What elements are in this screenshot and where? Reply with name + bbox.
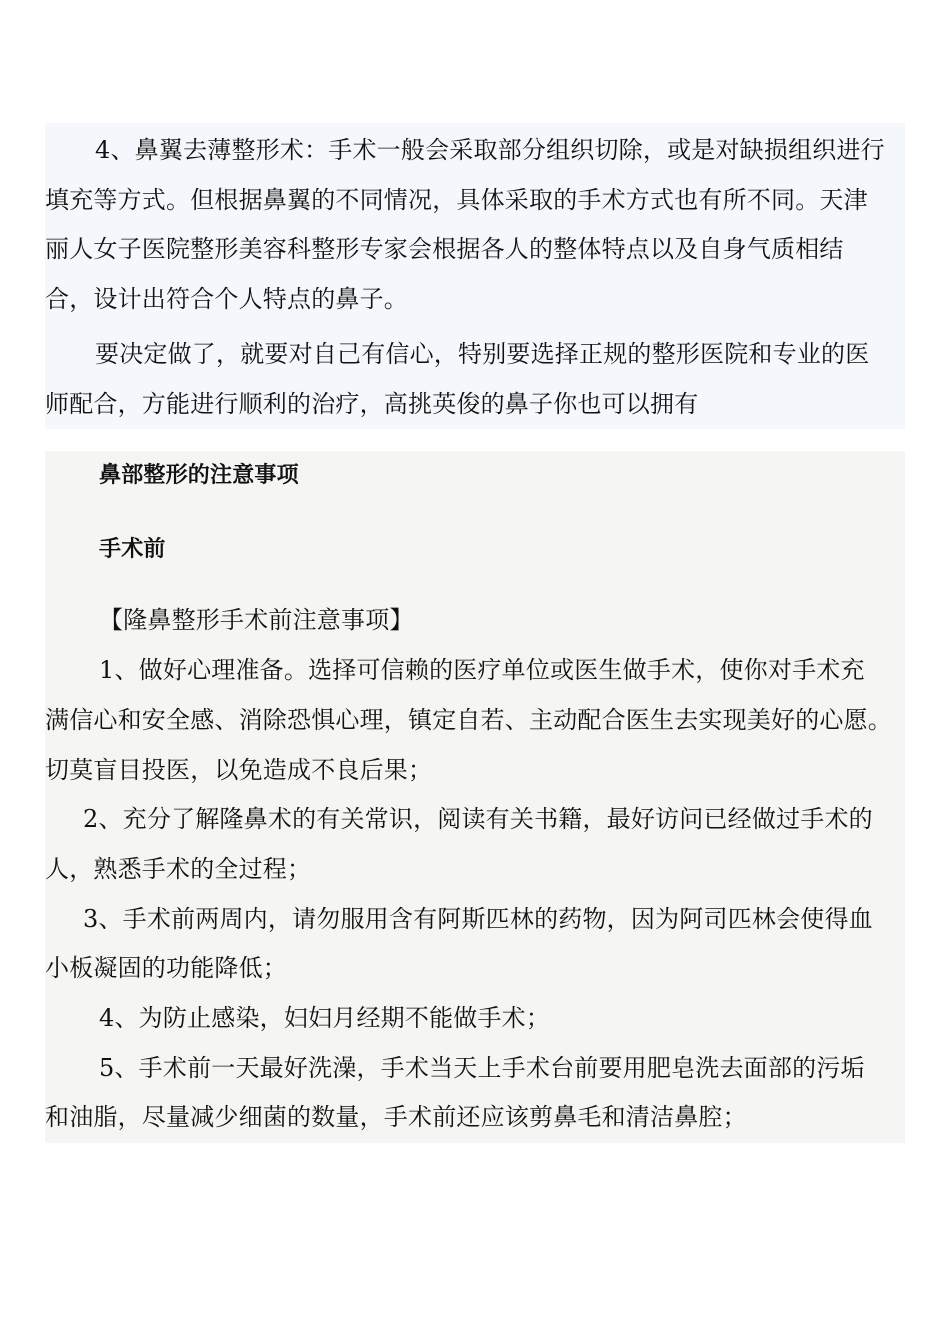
paragraph-line: 4、鼻翼去薄整形术：手术一般会采取部分组织切除，或是对缺损组织进行 [95, 136, 885, 164]
list-item-line: 切莫盲目投医，以免造成不良后果； [45, 756, 433, 784]
list-item-line: 1、做好心理准备。选择可信赖的医疗单位或医生做手术，使你对手术充 [99, 656, 865, 684]
list-item-line: 4、为防止感染，妇妇月经期不能做手术； [99, 1004, 551, 1032]
paragraph-line: 要决定做了，就要对自己有信心，特别要选择正规的整形医院和专业的医 [95, 340, 870, 368]
paragraph-line: 合，设计出符合个人特点的鼻子。 [45, 285, 408, 313]
section-heading: 鼻部整形的注意事项 [99, 463, 299, 488]
list-item-line: 2、充分了解隆鼻术的有关常识，阅读有关书籍，最好访问已经做过手术的 [83, 805, 873, 833]
bracket-title: 【隆鼻整形手术前注意事项】 [99, 606, 414, 634]
paragraph-line: 填充等方式。但根据鼻翼的不同情况，具体采取的手术方式也有所不同。天津 [45, 186, 868, 214]
paragraph-line: 丽人女子医院整形美容科整形专家会根据各人的整体特点以及自身气质相结 [45, 235, 844, 263]
section-subheading: 手术前 [99, 537, 166, 562]
list-item-line: 人，熟悉手术的全过程； [45, 855, 312, 883]
list-item-line: 5、手术前一天最好洗澡，手术当天上手术台前要用肥皂洗去面部的污垢 [99, 1054, 865, 1082]
list-item-line: 3、手术前两周内，请勿服用含有阿斯匹林的药物，因为阿司匹林会使得血 [83, 905, 873, 933]
list-item-line: 满信心和安全感、消除恐惧心理，镇定自若、主动配合医生去实现美好的心愿。 [45, 706, 892, 734]
list-item-line: 小板凝固的功能降低； [45, 954, 287, 982]
list-item-line: 和油脂，尽量减少细菌的数量，手术前还应该剪鼻毛和清洁鼻腔； [45, 1103, 747, 1131]
paragraph-line: 师配合，方能进行顺利的治疗，高挑英俊的鼻子你也可以拥有 [45, 390, 699, 418]
section-rhinoplasty-methods [45, 123, 905, 429]
section-precautions [45, 451, 905, 1143]
